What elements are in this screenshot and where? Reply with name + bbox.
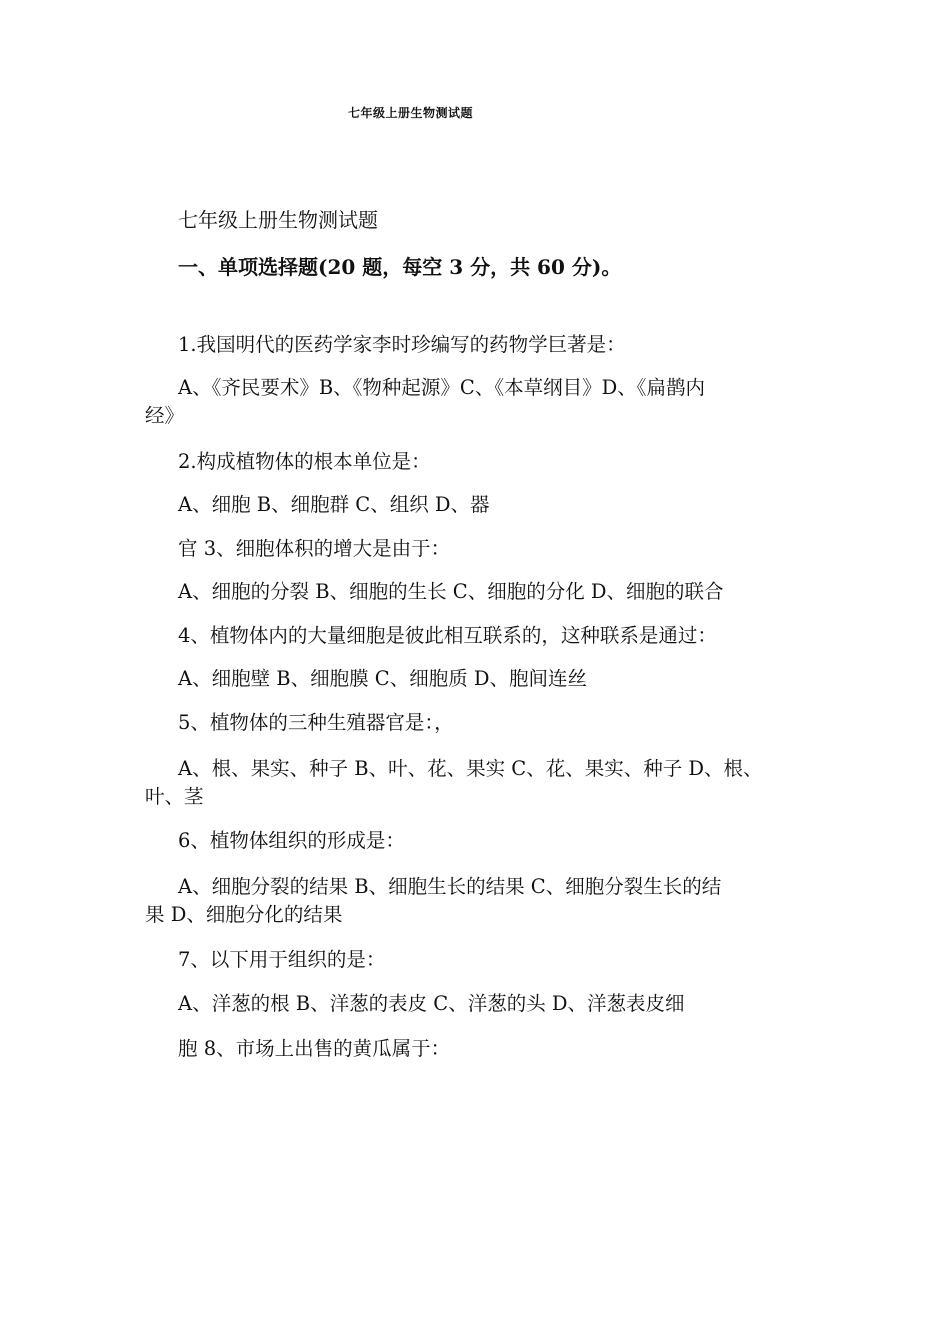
question-5-options: A、根、果实、种子 B、叶、花、果实 C、花、果实、种子 D、根、: [178, 757, 763, 780]
question-5: 5、植物体的三种生殖器官是：，: [178, 711, 454, 734]
question-4-options: A、细胞壁 B、细胞膜 C、细胞质 D、胞间连丝: [178, 667, 588, 690]
question-7-options: A、洋葱的根 B、洋葱的表皮 C、洋葱的头 D、洋葱表皮细: [178, 992, 685, 1015]
question-7: 7、以下用于组织的是：: [178, 948, 386, 971]
question-1-options: A、《齐民要术》B、《物种起源》C、《本草纲目》D、《扁鹊内: [178, 376, 705, 399]
question-8: 胞 8、市场上出售的黄瓜属于：: [178, 1037, 451, 1060]
section-heading: 一、单项选择题(20 题，每空 3 分，共 60 分)。: [178, 255, 622, 279]
question-2-options: A、细胞 B、细胞群 C、组织 D、器: [178, 493, 490, 516]
question-4: 4、植物体内的大量细胞是彼此相互联系的，这种联系是通过：: [178, 624, 717, 647]
document-title: 七年级上册生物测试题: [178, 208, 378, 232]
question-1-options-cont: 经》: [145, 404, 185, 427]
page-header-title: 七年级上册生物测试题: [348, 106, 474, 120]
question-3-options: A、细胞的分裂 B、细胞的生长 C、细胞的分化 D、细胞的联合: [178, 580, 724, 603]
question-3: 官 3、细胞体积的增大是由于：: [178, 537, 451, 560]
question-6-options: A、细胞分裂的结果 B、细胞生长的结果 C、细胞分裂生长的结: [178, 875, 722, 898]
question-5-options-cont: 叶、茎: [145, 785, 204, 808]
question-1: 1.我国明代的医药学家李时珍编写的药物学巨著是：: [178, 333, 626, 356]
question-6: 6、植物体组织的形成是：: [178, 829, 405, 852]
question-6-options-cont: 果 D、细胞分化的结果: [145, 903, 343, 926]
question-2: 2.构成植物体的根本单位是：: [178, 450, 431, 473]
